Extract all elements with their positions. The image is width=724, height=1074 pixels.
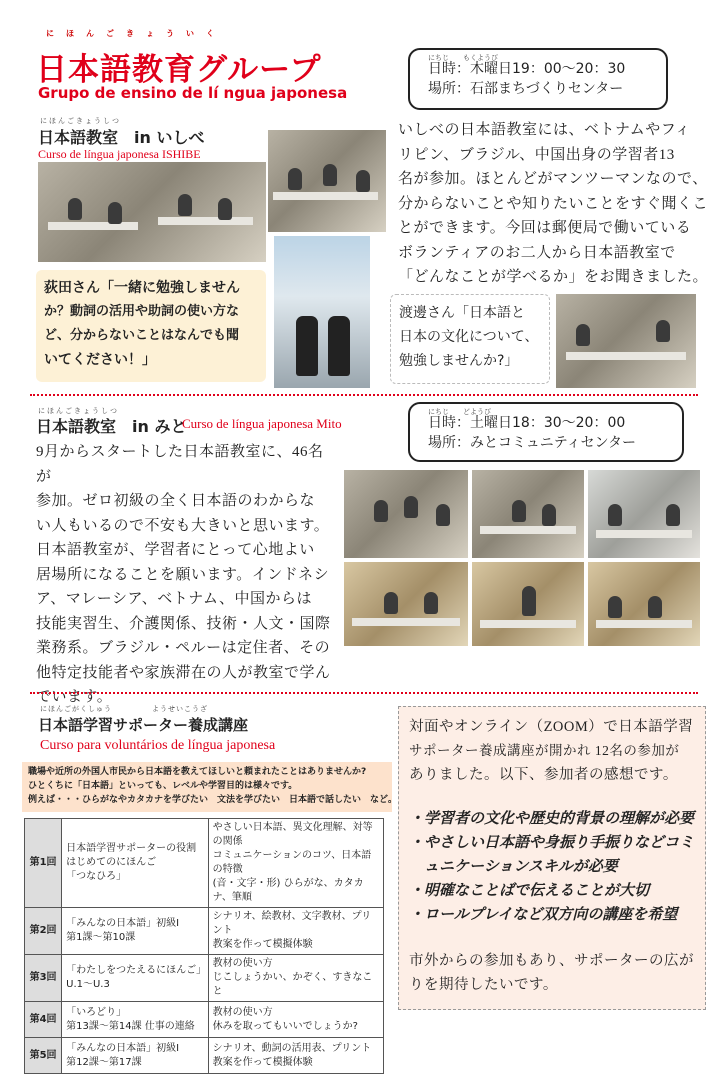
mito-schedule-box: [408, 402, 684, 462]
mito-paragraph-line: 居場所になることを願います。インドネシ: [36, 566, 330, 583]
session-title: 日本語学習サポーターの役割 はじめてのにほんご 「つなひろ」: [62, 819, 208, 908]
mito-heading-ruby: にほんごきょうしつ: [38, 407, 119, 415]
course-intro-line: ひとくちに「日本語」といっても、レベルや学習目的は様々です。: [28, 781, 298, 791]
page-subtitle: Grupo de ensino de lí ngua japonesa: [38, 84, 348, 102]
session-no: 第1回: [25, 819, 62, 908]
ishibe-paragraph-line: 「どんなことが学べるか」をお聞きました。: [398, 269, 709, 285]
mito-photo-1: [344, 470, 468, 558]
ishibe-paragraph: [398, 118, 708, 290]
table-row: [25, 1038, 384, 1074]
session-content: シナリオ、絵教材、文字教材、プリント 教案を作って模擬体験: [208, 908, 383, 955]
quote-watanabe: [390, 294, 550, 384]
course-closing-line: りを期待したいです。: [409, 977, 558, 993]
session-content: 教材の使い方 休みを取ってもいいでしょうか?: [208, 1002, 383, 1038]
ishibe-schedule-ruby: にちじ もくようび: [428, 54, 498, 62]
session-no: 第2回: [25, 908, 62, 955]
session-no: 第3回: [25, 955, 62, 1002]
feedback-item: ・やさしい日本語や身振り手振りなどコミ: [409, 835, 695, 851]
session-content: 教材の使い方 じこしょうかい、かぞく、すきなこと: [208, 955, 383, 1002]
ishibe-paragraph-line: 名が参加。ほとんどがマンツーマンなので、: [398, 171, 708, 187]
mito-paragraph-line: でいます。: [36, 689, 113, 705]
quote-watanabe-line: 勉強しませんか?」: [399, 353, 519, 369]
ishibe-paragraph-line: いしべの日本語教室には、ベトナムやフィ: [398, 122, 691, 138]
feedback-item: ・学習者の文化や歴史的背景の理解が必要: [409, 811, 695, 827]
mito-heading-sub: Curso de língua japonesa Mito: [182, 416, 342, 431]
quote-ogita-line: いてください！」: [44, 352, 156, 368]
mito-paragraph-line: 日本語教室が、学習者にとって心地よい: [36, 542, 315, 558]
quote-ogita-line: 荻田さん「一緒に勉強しません: [44, 280, 240, 296]
ishibe-schedule-place: 場所：石部まちづくりセンター: [428, 81, 624, 97]
course-heading-sub: Curso para voluntários de língua japonesa: [40, 738, 276, 753]
mito-photo-2: [472, 470, 584, 558]
mito-paragraph-line: 他特定技能者や家族滞在の人が教室で学ん: [36, 664, 331, 681]
mito-photo-4: [344, 562, 468, 646]
mito-photo-6: [588, 562, 700, 646]
course-heading: 日本語学習サポーター養成講座: [38, 716, 249, 734]
course-report-line: ありました。以下、参加者の感想です。: [409, 767, 678, 783]
table-row: [25, 908, 384, 955]
course-schedule-table: [24, 818, 384, 1074]
course-report-box: [398, 706, 706, 1010]
mito-paragraph-line: 9月からスタートした日本語教室に、46名が: [36, 444, 324, 485]
course-heading-ruby: にほんごがくしゅう ようせいこうざ: [40, 705, 208, 713]
ishibe-classroom-photo-2: [268, 130, 386, 232]
mito-heading: 日本語教室 in みと: [36, 417, 187, 436]
mito-paragraph-line: 業務系。ブラジル・ペルーは定住者、その: [36, 640, 331, 656]
quote-watanabe-line: 日本の文化について、: [399, 329, 539, 345]
session-content: シナリオ、動詞の活用表、プリント 教案を作って模擬体験: [208, 1038, 383, 1074]
session-no: 第5回: [25, 1038, 62, 1074]
mito-schedule-ruby: にちじ どようび: [428, 408, 491, 416]
table-row: [25, 1002, 384, 1038]
ishibe-heading-sub: Curso de língua japonesa ISHIBE: [38, 147, 201, 161]
table-row: [25, 819, 384, 908]
mito-paragraph-line: ア、マレーシア、ベトナム、中国からは: [36, 591, 313, 607]
ishibe-paragraph-line: リピン、ブラジル、中国出身の学習者13: [398, 146, 675, 163]
course-closing-line: 市外からの参加もあり、サポーターの広が: [409, 953, 694, 969]
ishibe-schedule-time: 日時：木曜日19：00〜20：30: [428, 61, 626, 77]
ishibe-heading-ruby: にほんごきょうしつ: [40, 117, 121, 125]
mito-paragraph: [36, 440, 336, 710]
mito-paragraph-line: 技能実習生、介護関係、技術・人文・国際: [36, 615, 331, 632]
course-report-line: サポーター養成講座が開かれ 12名の参加が: [409, 743, 680, 758]
volunteers-photo: [274, 236, 370, 388]
mito-photo-3: [588, 470, 700, 558]
session-no: 第4回: [25, 1002, 62, 1038]
ishibe-paragraph-line: ボランティアのお二人から日本語教室で: [398, 244, 676, 261]
feedback-item: ・明確なことばで伝えることが大切: [409, 883, 650, 899]
quote-watanabe-line: 渡邊さん「日本語と: [399, 305, 525, 321]
quote-ogita-line: ど、分からないことはなんでも聞: [44, 328, 240, 343]
course-report-line: 対面やオンライン（ZOOM）で日本語学習: [409, 719, 694, 735]
session-title: 「わたしをつたえるにほんご」 U.1〜U.3: [62, 955, 208, 1002]
session-title: 「みんなの日本語」初級Ⅰ 第12課〜第17課: [62, 1038, 208, 1074]
ishibe-paragraph-line: 分からないことや知りたいことをすぐ聞くこ: [398, 195, 709, 212]
feedback-item: ュニケーションスキルが必要: [409, 859, 618, 875]
mito-paragraph-line: い人もいるので不安も大きいと思います。: [36, 517, 330, 534]
ishibe-classroom-photo-1: [38, 162, 266, 262]
course-intro-line: 例えば・・・ひらがなやカタカナを学びたい 文法を学びたい 日本語で話したい など。: [28, 795, 398, 805]
mito-schedule-time: 日時：土曜日18：30〜20：00: [428, 415, 626, 431]
ishibe-paragraph-line: とができます。今回は郵便局で働いている: [398, 220, 692, 236]
title-ruby: にほんごきょういく: [46, 29, 226, 38]
session-title: 「みんなの日本語」初級Ⅰ 第1課〜第10課: [62, 908, 208, 955]
quote-ogita: [36, 270, 266, 382]
mito-schedule-place: 場所：みとコミュニティセンター: [428, 435, 637, 451]
session-content: やさしい日本語、異文化理解、対等の関係 コミュニケーションのコツ、日本語の特徴 (音・文字・形) ひらがな、カタカナ、筆順: [208, 819, 383, 908]
session-title: 「いろどり」 第13課〜第14課 仕事の連絡: [62, 1002, 208, 1038]
feedback-item: ・ロールプレイなど双方向の講座を希望: [409, 907, 678, 923]
section-divider: [30, 692, 698, 694]
ishibe-heading: 日本語教室 in いしべ: [38, 128, 205, 147]
mito-photo-5: [472, 562, 584, 646]
table-row: [25, 955, 384, 1002]
course-intro-band: [22, 762, 398, 812]
quote-ogita-line: か？動詞の活用や助詞の使い方な: [44, 304, 240, 319]
section-divider: [30, 394, 698, 396]
course-intro-line: 職場や近所の外国人市民から日本語を教えてほしいと頼まれたことはありませんか?: [28, 767, 367, 777]
mito-paragraph-line: 参加。ゼロ初級の全く日本語のわからな: [36, 493, 316, 509]
page-title: 日本語教育グループ: [36, 52, 322, 88]
ishibe-tutoring-photo: [556, 294, 696, 388]
ishibe-schedule-box: [408, 48, 668, 110]
